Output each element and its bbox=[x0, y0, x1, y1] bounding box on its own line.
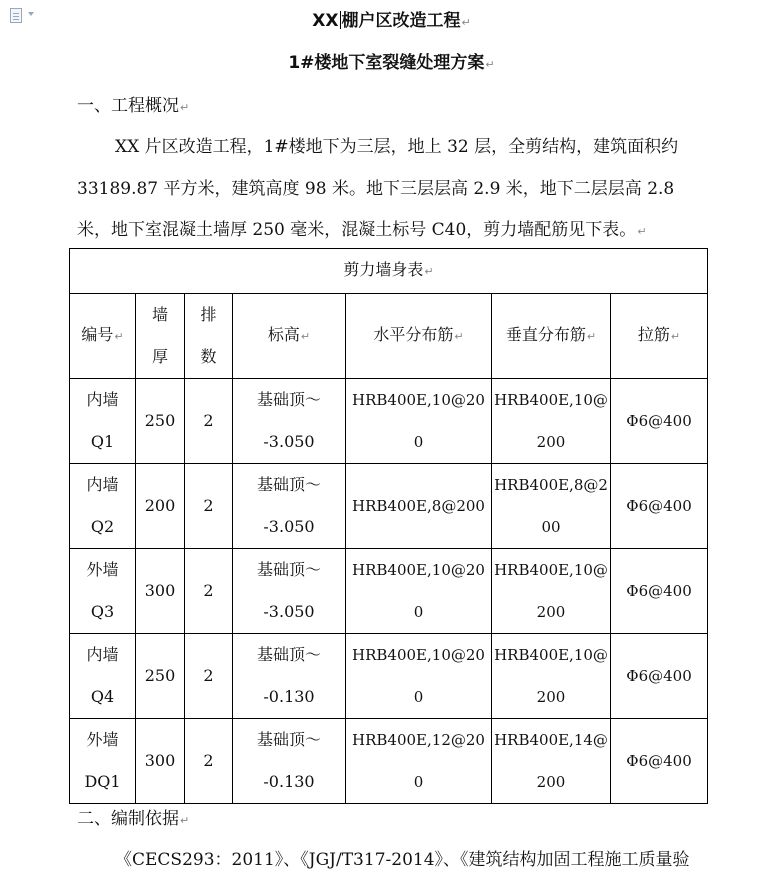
section-heading-basis: 二、编制依据↵ bbox=[77, 809, 190, 829]
table-row: 内墙 Q1 250 2 基础顶～ -3.050 HRB400E,10@20 0 HRB400E,10@ 200 Φ6@400 bbox=[70, 379, 708, 464]
table-caption: 剪力墙身表↵ bbox=[70, 249, 708, 294]
table-row: 内墙 Q4 250 2 基础顶～ -0.130 HRB400E,10@20 0 HRB400E,10@ 200 Φ6@400 bbox=[70, 634, 708, 719]
document-title: XX 棚户区改造工程↵ bbox=[312, 11, 471, 31]
paragraph-mark: ↵ bbox=[180, 814, 190, 827]
table-header-row bbox=[70, 294, 708, 379]
paragraph-mark: ↵ bbox=[461, 16, 471, 29]
header-rows: 排 数 bbox=[185, 294, 233, 379]
document-subtitle: 1#楼地下室裂缝处理方案↵ bbox=[288, 53, 495, 73]
table-row: 外墙 DQ1 300 2 基础顶～ -0.130 HRB400E,12@20 0 HRB400E,14@ 200 Φ6@400 bbox=[70, 719, 708, 804]
shear-wall-table bbox=[69, 248, 708, 804]
header-id: 编号↵ bbox=[70, 294, 136, 379]
overview-line-3: 米，地下室混凝土墙厚 250 毫米，混凝土标号 C40，剪力墙配筋见下表。↵ bbox=[77, 220, 647, 240]
table-row: 内墙 Q2 200 2 基础顶～ -3.050 HRB400E,8@200 HRB400E,8@2 00 Φ6@400 bbox=[70, 464, 708, 549]
section-heading-overview: 一、工程概况↵ bbox=[77, 96, 190, 116]
header-tie: 拉筋↵ bbox=[611, 294, 708, 379]
text-cursor bbox=[340, 11, 341, 29]
header-vertical: 垂直分布筋↵ bbox=[492, 294, 611, 379]
header-elevation: 标高↵ bbox=[233, 294, 346, 379]
header-thickness: 墙 厚 bbox=[136, 294, 185, 379]
table-row: 外墙 Q3 300 2 基础顶～ -3.050 HRB400E,10@20 0 HRB400E,10@ 200 Φ6@400 bbox=[70, 549, 708, 634]
overview-line-1: XX 片区改造工程，1#楼地下为三层，地上 32 层，全剪结构，建筑面积约 bbox=[115, 137, 679, 157]
overview-line-2: 33189.87 平方米，建筑高度 98 米。地下三层层高 2.9 米，地下二层层高 2.8 bbox=[77, 179, 675, 199]
paragraph-mark: ↵ bbox=[180, 101, 190, 114]
paragraph-mark: ↵ bbox=[485, 58, 495, 71]
paragraph-mark: ↵ bbox=[637, 225, 647, 238]
paragraph-mark: ↵ bbox=[424, 265, 434, 278]
header-horizontal: 水平分布筋↵ bbox=[346, 294, 492, 379]
basis-line-1: 《CECS293：2011》、《JGJ/T317-2014》、《建筑结构加固工程施工质量验 bbox=[115, 850, 690, 870]
